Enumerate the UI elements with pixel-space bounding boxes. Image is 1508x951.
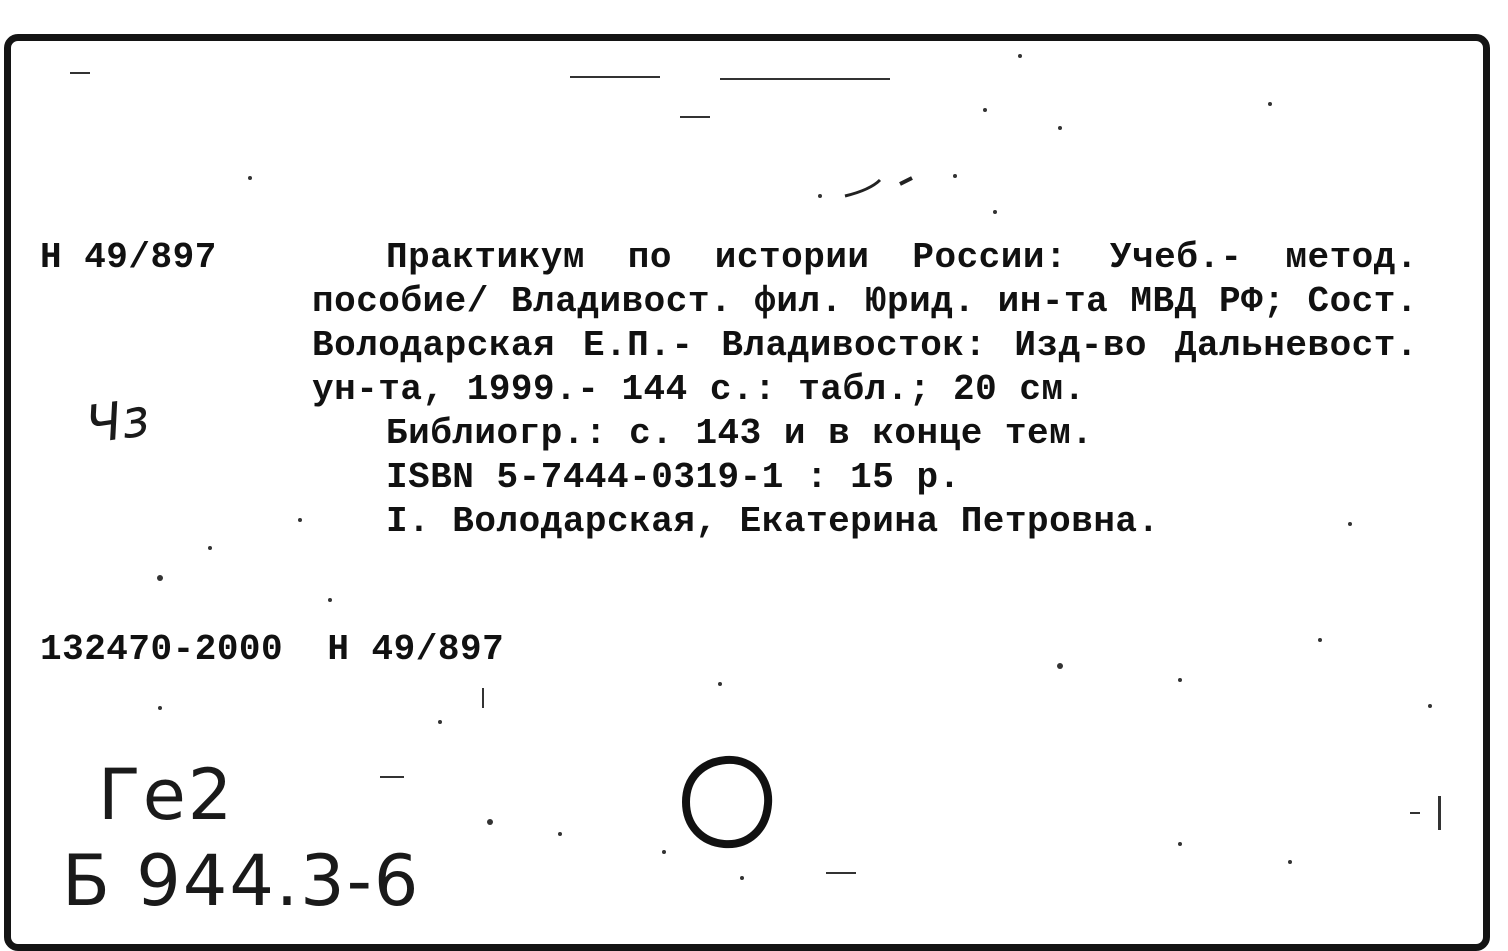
inventory-number: 132470-2000 Н 49/897 — [40, 629, 505, 670]
note-isbn: ISBN 5-7444-0319-1 : 15 р. — [386, 457, 961, 498]
bibliographic-record — [312, 236, 1418, 544]
punch-hole-ring — [678, 752, 774, 852]
note-added-entry: I. Володарская, Екатерина Петровна. — [386, 501, 1160, 542]
handwritten-code-line-2: Б 944.3-6 — [62, 840, 421, 922]
note-bibliography: Библиогр.: с. 143 и в конце тем. — [386, 413, 1094, 454]
handwritten-code-line-1: Ге2 — [98, 754, 235, 836]
handwritten-mark: Чз — [82, 387, 154, 457]
shelfmark: Н 49/897 — [40, 237, 217, 278]
bibliographic-description: Практикум по истории России: Учеб.- метод. пособие/ Владивост. фил. Юрид. ин-та МВД РФ; Сост. Володарская Е.П.- Владивосток: Изд-во Дальневост. ун-та, 1999.- 144 с.: табл.; 20 см. — [312, 237, 1418, 410]
